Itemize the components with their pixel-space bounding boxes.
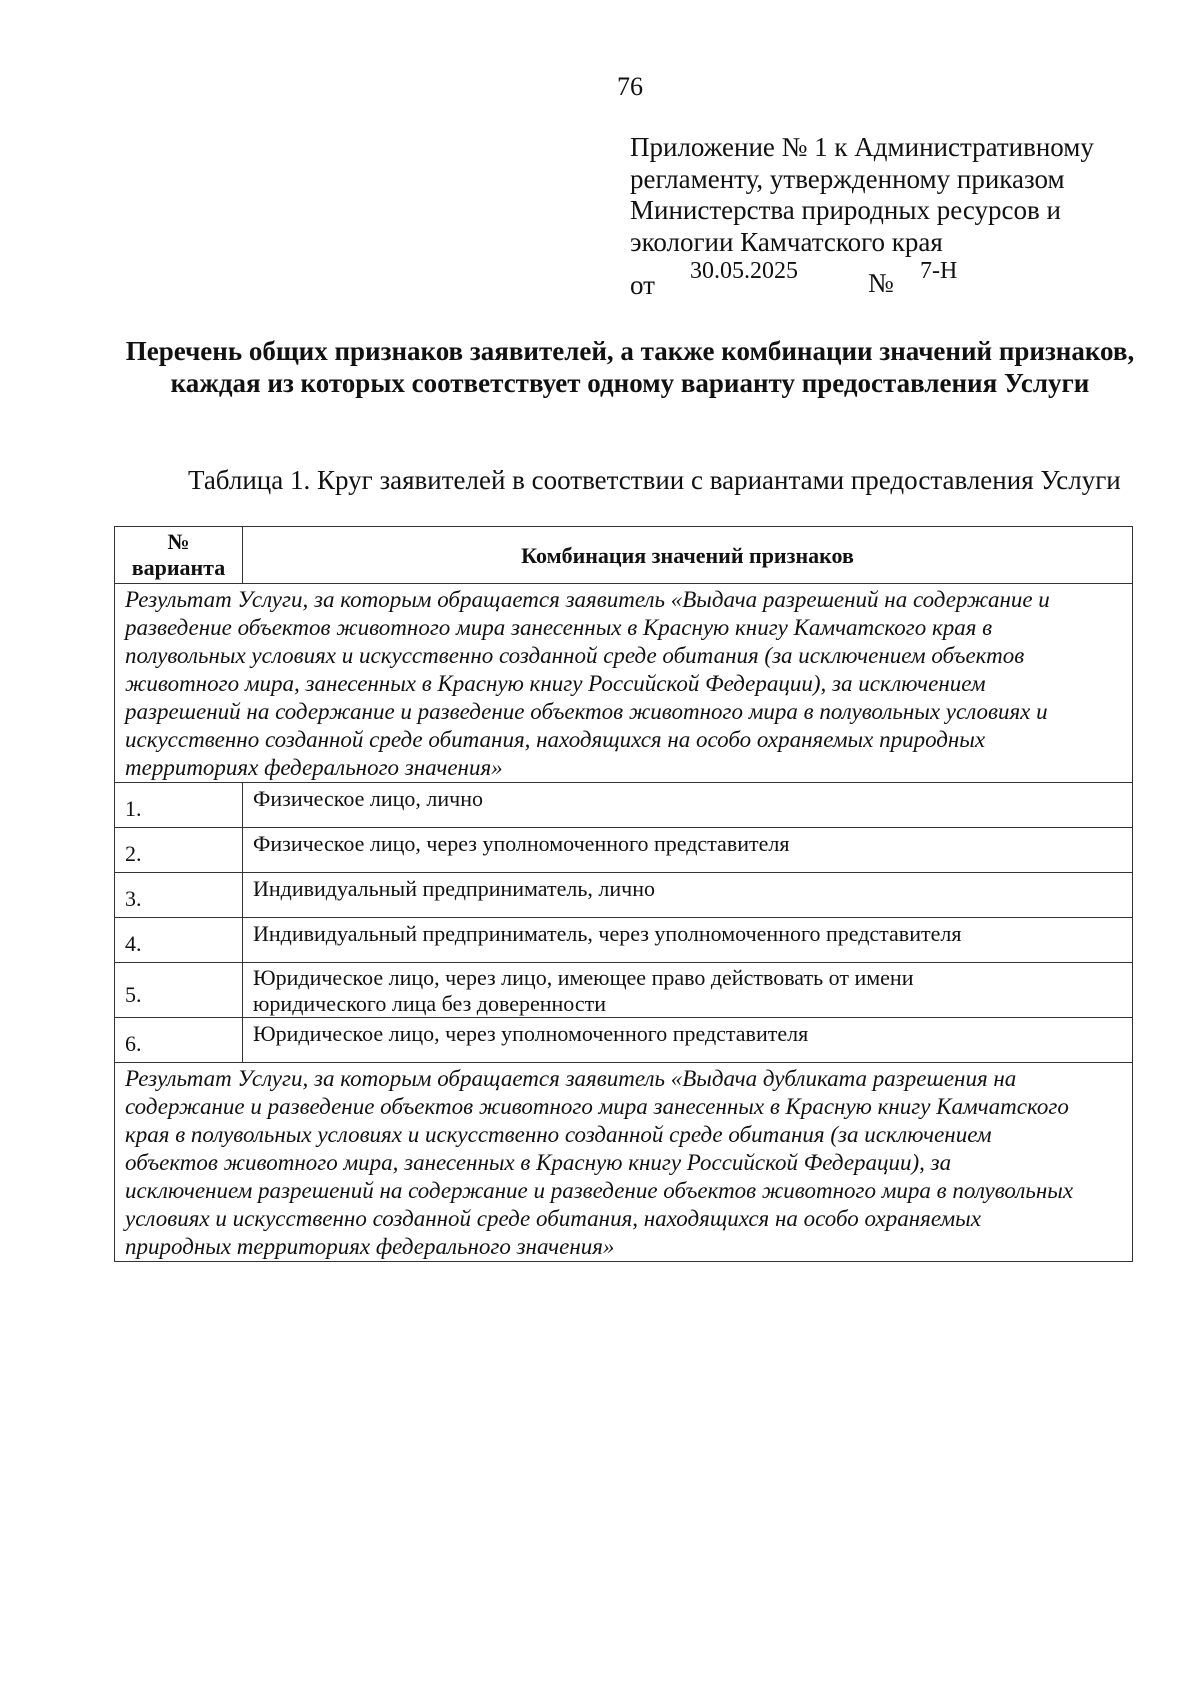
page-number: 76 [617, 72, 643, 101]
group-line: природных территориях федерального значения» [125, 1234, 615, 1259]
group-line: искусственно созданной среде обитания, находящихся на особо охраняемых природных [125, 727, 986, 752]
table-row [115, 828, 1133, 873]
group-line: территориях федерального значения» [125, 755, 503, 780]
applicants-table [114, 526, 1133, 1262]
table-row [115, 1018, 1133, 1063]
header-variant-number [115, 527, 243, 584]
number-sign: № [868, 268, 894, 298]
order-date: 30.05.2025 [690, 258, 798, 284]
variant-description-line: Юридическое лицо, через лицо, имеющее право действовать от имени [253, 965, 914, 990]
variant-number: 5. [115, 963, 243, 1018]
variant-number: 2. [115, 828, 243, 873]
variant-description: Индивидуальный предприниматель, лично [243, 873, 1133, 918]
group-result-2 [115, 1063, 1133, 1262]
appendix-line: экологии Камчатского края [630, 226, 943, 257]
appendix-line: Приложение № 1 к Административному [630, 132, 1094, 162]
document-heading: Перечень общих признаков заявителей, а также комбинации значений признаков, каждая из которых соответствует одному варианту предоставления Услуги [125, 336, 1135, 398]
appendix-line: регламенту, утвержденному приказом [630, 163, 1065, 194]
appendix-line: Министерства природных ресурсов и [630, 195, 1061, 225]
group-row [115, 1063, 1133, 1262]
group-line: животного мира, занесенных в Красную книгу Российской Федерации), за исключением [125, 671, 986, 696]
group-line: исключением разрешений на содержание и разведение объектов животного мира в полувольных [125, 1178, 1074, 1203]
variant-description: Индивидуальный предприниматель, через уполномоченного представителя [243, 918, 1133, 963]
variant-description: Юридическое лицо, через уполномоченного представителя [243, 1018, 1133, 1063]
variant-number: 1. [115, 783, 243, 828]
variant-number: 4. [115, 918, 243, 963]
table-caption: Таблица 1. Круг заявителей в соответствии с вариантами предоставления Услуги [188, 465, 1121, 495]
group-line: разрешений на содержание и разведение объектов животного мира в полувольных условиях и [125, 699, 1048, 724]
variant-description: Физическое лицо, через уполномоченного представителя [243, 828, 1133, 873]
group-line: условиях и искусственно созданной среде обитания, находящихся на особо охраняемых [125, 1206, 981, 1231]
group-line: полувольных условиях и искусственно созданной среде обитания (за исключением объектов [125, 643, 1025, 668]
group-line: Результат Услуги, за которым обращается заявитель «Выдача разрешений на содержание и [125, 587, 1050, 612]
header-variant-label: варианта [131, 555, 226, 580]
variant-number: 3. [115, 873, 243, 918]
table-row [115, 963, 1133, 1018]
group-row [115, 584, 1133, 783]
table-header-row [115, 527, 1133, 584]
group-line: Результат Услуги, за которым обращается заявитель «Выдача дубликата разрешения на [125, 1066, 1017, 1091]
header-number-sign: № [167, 529, 190, 554]
table-row [115, 918, 1133, 963]
variant-number: 6. [115, 1018, 243, 1063]
order-number: 7-Н [920, 258, 958, 284]
group-line: края в полувольных условиях и искусственно созданной среде обитания (за исключением [125, 1122, 992, 1147]
variant-description [243, 963, 1133, 1018]
group-line: объектов животного мира, занесенных в Красную книгу Российской Федерации), за [125, 1150, 952, 1175]
variant-description-line: юридического лица без доверенности [253, 991, 607, 1016]
table-row [115, 873, 1133, 918]
group-result-1 [115, 584, 1133, 783]
appendix-block [630, 132, 1146, 258]
group-line: содержание и разведение объектов животного мира занесенных в Красную книгу Камчатского [125, 1094, 1069, 1119]
header-combination: Комбинация значений признаков [243, 527, 1133, 584]
order-date-number [630, 258, 1150, 298]
table-row [115, 783, 1133, 828]
group-line: разведение объектов животного мира занесенных в Красную книгу Камчатского края в [125, 615, 993, 640]
variant-description: Физическое лицо, лично [243, 783, 1133, 828]
date-prefix: от [630, 270, 655, 300]
